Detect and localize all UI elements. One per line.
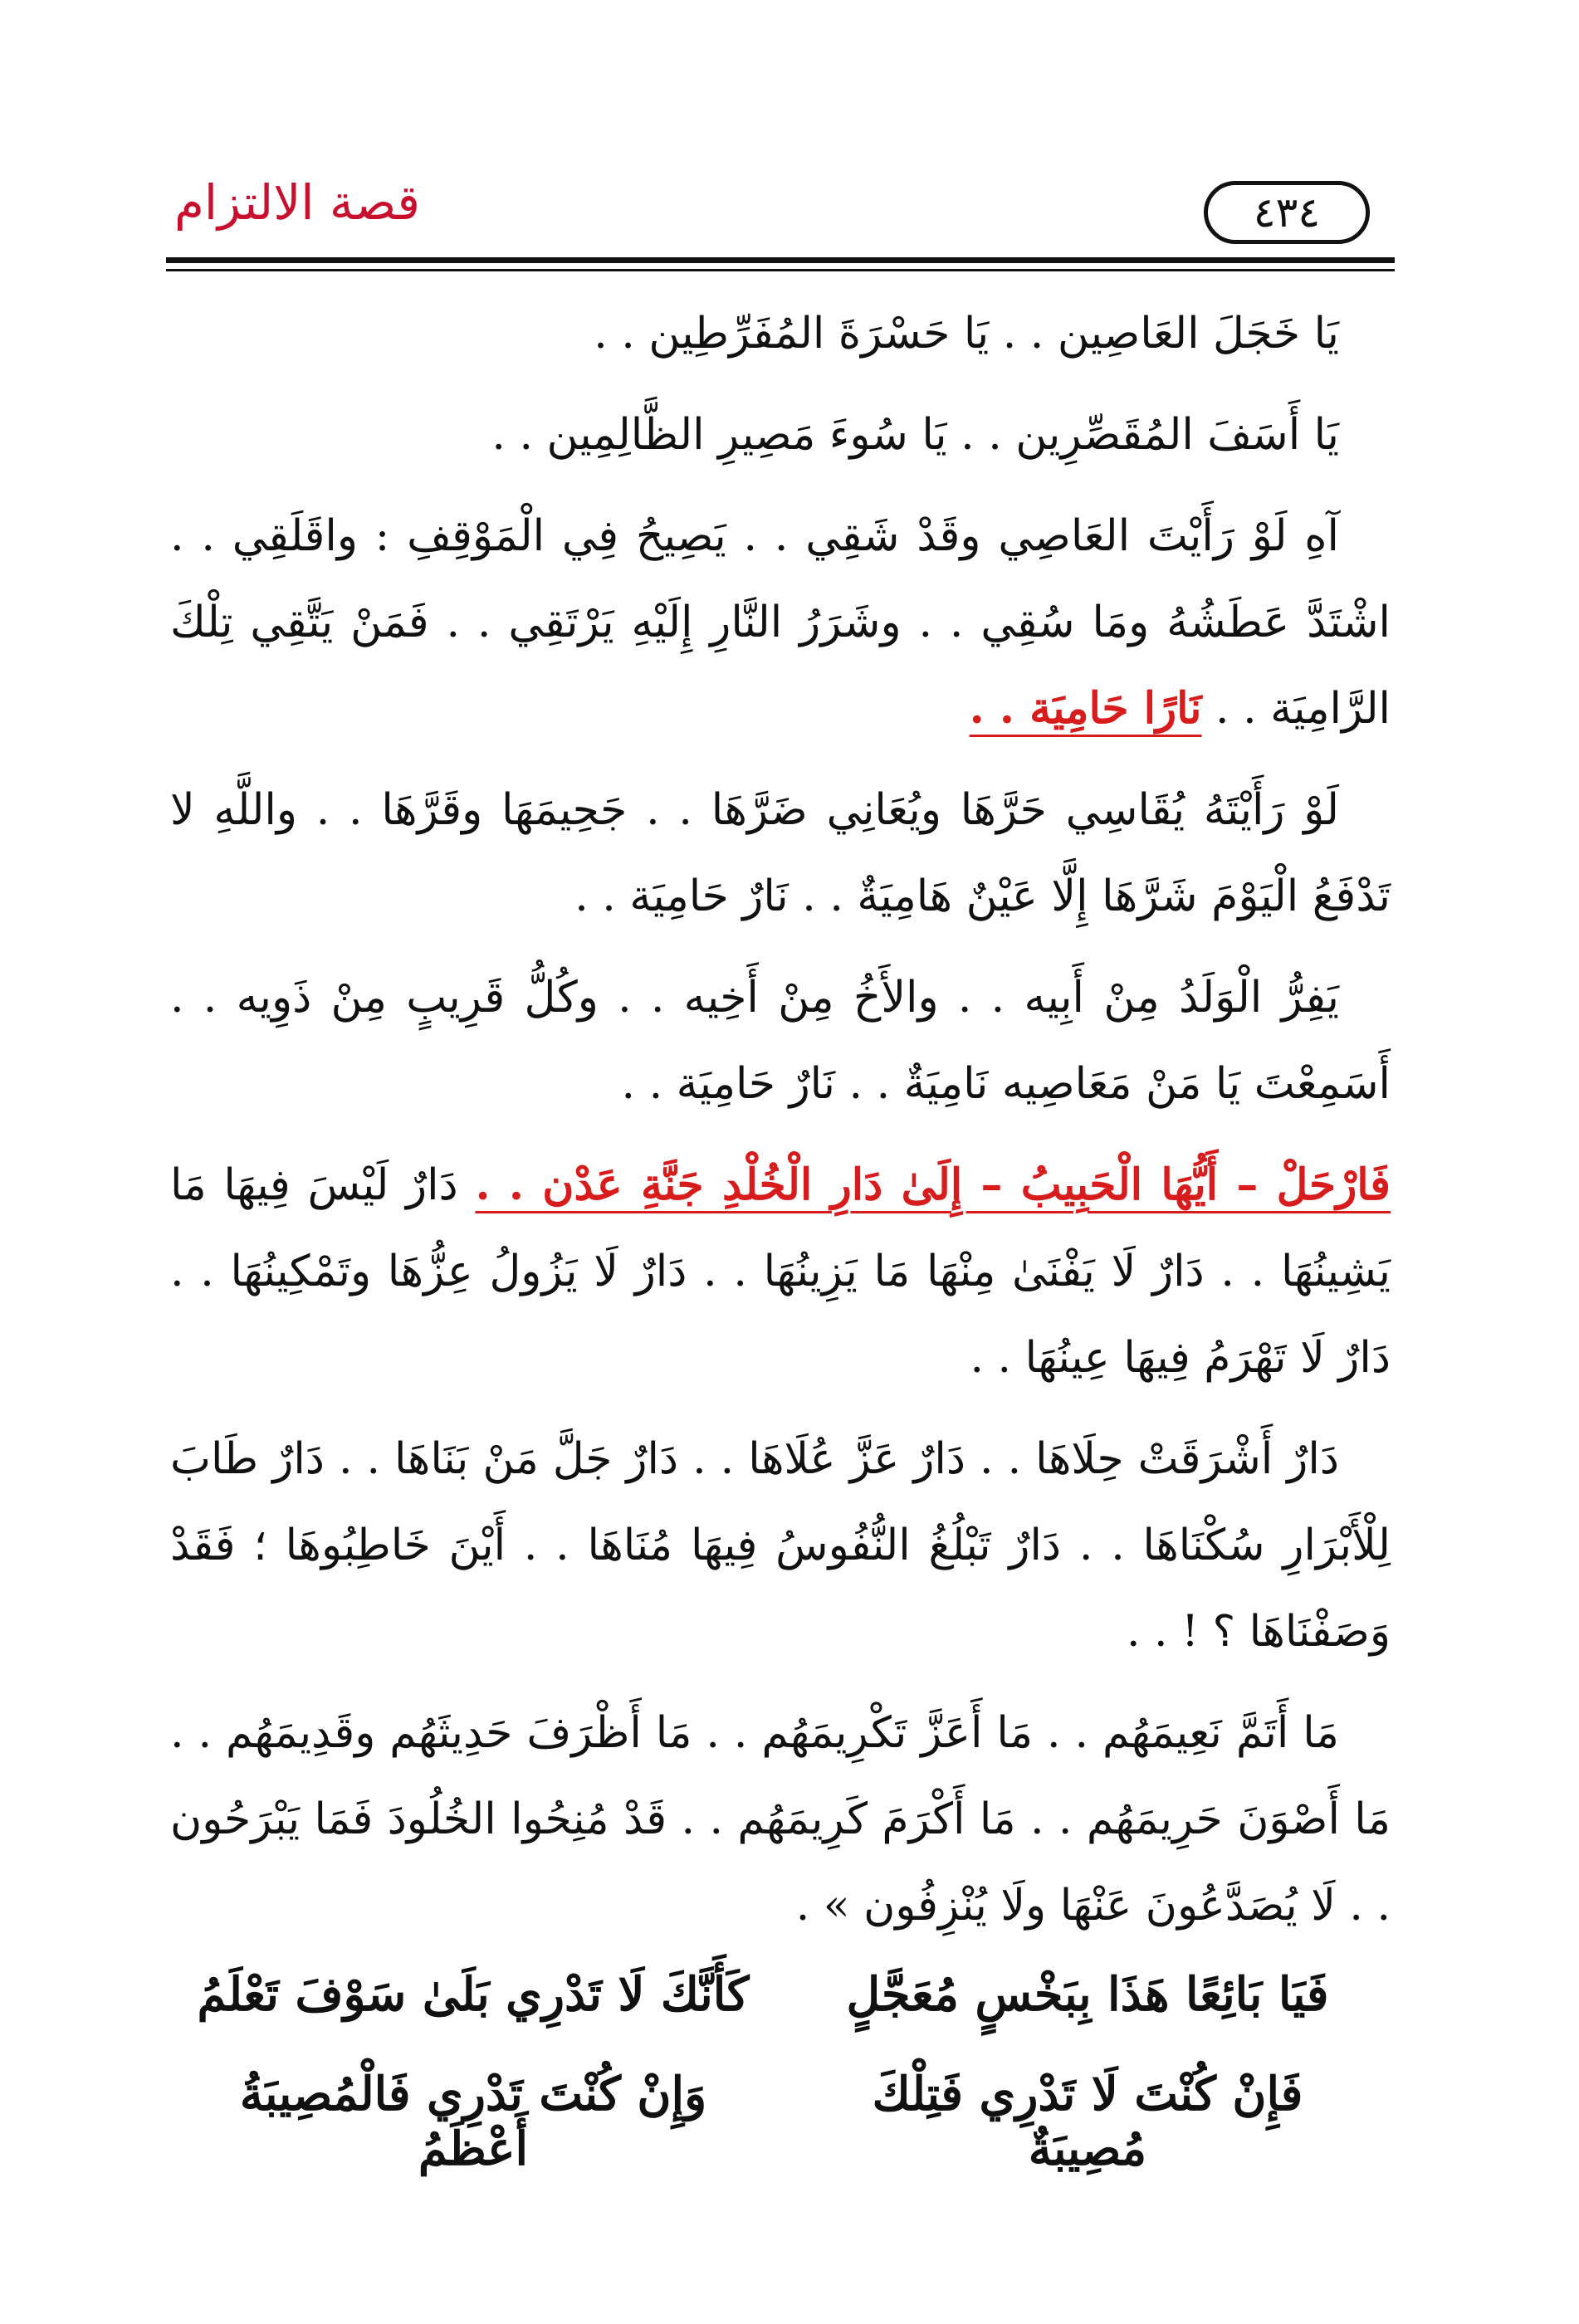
paragraph-7: دَارٌ أَشْرَقَتْ حِلَاهَا . . دَارٌ عَزَّ عُلَاهَا . . دَارٌ جَلَّ مَنْ بَنَاهَا . . دَارٌ طَابَ لِلْأَبْرَارِ سُكْنَاهَا . . دَارٌ تَبْلُغُ النُّفُوسُ فِيهَا مُنَاهَا . . أَيْنَ خَاطِبُوهَا ؛ فَقَدْ وَصَفْنَاهَا ؟ ! . . [170, 1434, 1391, 1657]
verse-2-second-hemistich: وَإِنْ كُنْتَ تَدْرِي فَالْمُصِيبَةُ أَعْظَمُ [239, 2067, 707, 2176]
header-rule-thin [166, 269, 1395, 271]
verse-line-2 [191, 2067, 1370, 2176]
page-number-badge [1204, 181, 1370, 244]
highlight-depart-to-eden: فَارْحَلْ – أَيُّهَا الْحَبِيبُ – إِلَىٰ دَارِ الْخُلْدِ جَنَّةِ عَدْن . . [475, 1160, 1391, 1210]
paragraph-5: يَفِرُّ الْوَلَدُ مِنْ أَبِيه . . والأَخُ مِنْ أَخِيه . . وكُلُّ قَرِيبٍ مِنْ ذَوِيه . . أَسَمِعْتَ يَا مَنْ مَعَاصِيه نَامِيَةٌ . . نَارٌ حَامِيَة . . [170, 973, 1391, 1109]
running-title: قصة الالتزام [174, 174, 420, 231]
paragraph-6-text: دَارٌ لَيْسَ فِيهَا مَا يَشِينُهَا . . دَارٌ لَا يَفْنَىٰ مِنْهَا مَا يَزِينُهَا . . دَارٌ لَا يَزُولُ عِزُّهَا وتَمْكِينُهَا . . دَارٌ لَا تَهْرَمُ فِيهَا عِينُهَا . . [170, 1160, 1391, 1383]
paragraph-4: لَوْ رَأَيْتَهُ يُقَاسِي حَرَّهَا ويُعَانِي ضَرَّهَا . . جَحِيمَهَا وقَرَّهَا . . واللَّهِ لا تَدْفَعُ الْيَوْمَ شَرَّهَا إِلَّا عَيْنٌ هَامِيَةٌ . . نَارٌ حَامِيَة . . [170, 785, 1391, 921]
page-header [166, 166, 1395, 257]
verse-1-first-hemistich: فَيَا بَائِعًا هَذَا بِبَخْسٍ مُعَجَّلٍ [846, 1967, 1329, 2022]
paragraph-8: مَا أَتَمَّ نَعِيمَهُم . . مَا أَعَزَّ تَكْرِيمَهُم . . مَا أَظْرَفَ حَدِيثَهُم وقَدِيمَهُم . . مَا أَصْوَنَ حَرِيمَهُم . . مَا أَكْرَمَ كَرِيمَهُم . . قَدْ مُنِحُوا الخُلُودَ فَمَا يَبْرَحُون . . لَا يُصَدَّعُونَ عَنْهَا ولَا يُنْزِفُون » . [170, 1708, 1391, 1931]
paragraph-1: يَا خَجَلَ العَاصِين . . يَا حَسْرَةَ المُفَرِّطِين . . [594, 309, 1339, 359]
paragraph-6 [170, 1142, 1391, 1401]
paragraph-3-text: آهِ لَوْ رَأَيْتَ العَاصِي وقَدْ شَقِي . . يَصِيحُ فِي الْمَوْقِفِ : واقَلَقِي . . اشْتَدَّ عَطَشُهُ ومَا سُقِي . . وشَرَرُ النَّارِ إِلَيْهِ يَرْتَقِي . . فَمَنْ يَتَّقِي تِلْكَ الرَّامِيَة . . [170, 511, 1391, 734]
paragraph-2: يَا أَسَفَ المُقَصِّرِين . . يَا سُوءَ مَصِيرِ الظَّالِمِين . . [491, 410, 1339, 460]
header-rule-thick [166, 257, 1395, 263]
verse-1-second-hemistich: كَأَنَّكَ لَا تَدْرِي بَلَىٰ سَوْفَ تَعْلَمُ [197, 1967, 750, 2022]
verse-2-first-hemistich: فَإِنْ كُنْتَ لَا تَدْرِي فَتِلْكَ مُصِيبَةٌ [872, 2067, 1303, 2176]
verse-line-1 [191, 1967, 1370, 2022]
page-number: ٤٣٤ [1253, 188, 1321, 237]
highlight-hot-fire: نَارًا حَامِيَة . . [969, 683, 1202, 734]
paragraph-3 [170, 493, 1391, 752]
body-text [170, 290, 1391, 1964]
